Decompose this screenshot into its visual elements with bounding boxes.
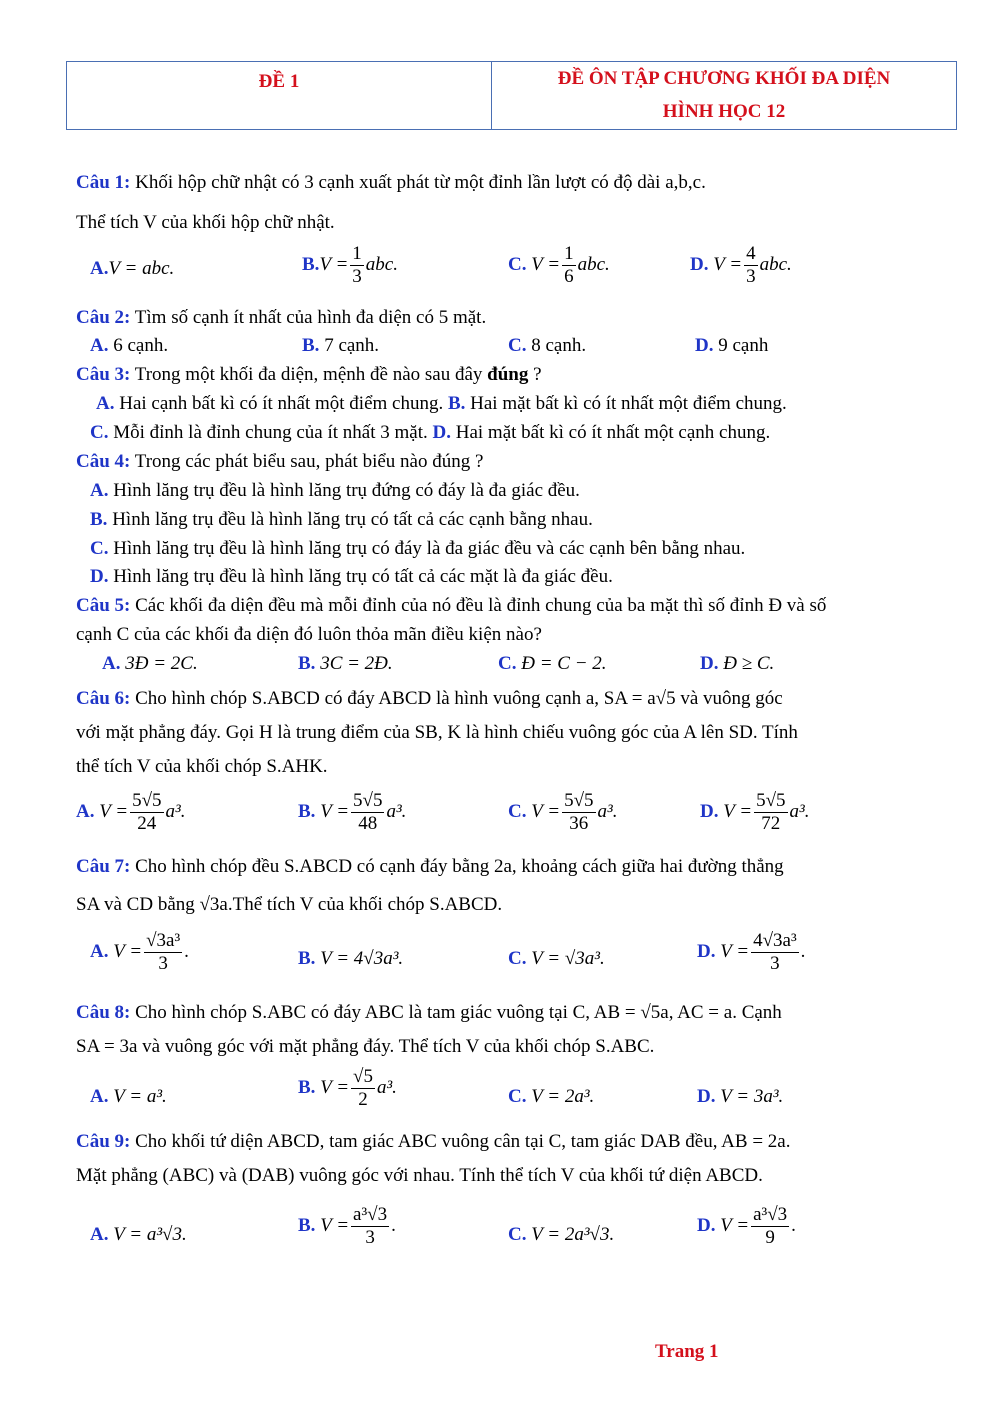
q9-option-b: B. V = $\frac{\text{a³√3}}{3}$ . <box>298 1204 396 1248</box>
question-label: Câu 1: <box>76 172 131 193</box>
question-5: Câu 5: Các khối đa diện đều mà mỗi đỉnh của nó đều là đỉnh chung của ba mặt thì số đỉnh Đ và số <box>76 595 827 616</box>
q6-option-c: C. V = $\frac{5√5}{36}$ a³. <box>508 790 618 834</box>
q5-option-d: D. Đ ≥ C. <box>700 653 775 674</box>
question-7: Câu 7: Cho hình chóp đều S.ABCD có cạnh đáy bằng 2a, khoảng cách giữa hai đường thẳng <box>76 856 784 877</box>
question-4: Câu 4: Trong các phát biểu sau, phát biểu nào đúng ? <box>76 451 484 472</box>
q7-option-b: B. V = 4√3a³. <box>298 948 404 969</box>
q6-option-b: B. V = $\frac{5√5}{48}$ a³. <box>298 790 407 834</box>
question-6: Câu 6: Cho hình chóp S.ABCD có đáy ABCD là hình vuông cạnh a, SA = a√5 và vuông góc <box>76 688 783 709</box>
q3-option-c: C. Mỗi đỉnh là đỉnh chung của ít nhất 3 mặt. D. Hai mặt bất kì có ít nhất một cạnh chung. <box>90 422 771 443</box>
question-8: Câu 8: Cho hình chóp S.ABC có đáy ABC là tam giác vuông tại C, AB = √5a, AC = a. Cạnh <box>76 1002 782 1023</box>
question-1-line2: Thể tích V của khối hộp chữ nhật. <box>76 212 335 233</box>
q2-option-a: A. 6 cạnh. <box>90 335 169 356</box>
page-number: Trang 1 <box>655 1341 719 1362</box>
q1-option-b: B.V = $\frac{1}{3}$ abc. <box>302 243 398 287</box>
q7-option-d: D. V = $\frac{\text{4√3a³}}{3}$ . <box>697 930 806 974</box>
q7-option-c: C. V = √3a³. <box>508 948 605 969</box>
q1-option-d: D. V = $\frac{4}{3}$ abc. <box>690 243 792 287</box>
question-9-line2: Mặt phẳng (ABC) và (DAB) vuông góc với nhau. Tính thể tích V của khối tứ diện ABCD. <box>76 1165 763 1186</box>
q2-option-b: B. 7 cạnh. <box>302 335 380 356</box>
q4-option-b: B. Hình lăng trụ đều là hình lăng trụ có tất cả các cạnh bằng nhau. <box>90 509 593 530</box>
question-5-line2: cạnh C của các khối đa diện đó luôn thỏa mãn điều kiện nào? <box>76 624 542 645</box>
question-6-line2: với mặt phẳng đáy. Gọi H là trung điểm của SB, K là hình chiếu vuông góc của A lên SD. Tính <box>76 722 798 743</box>
q5-option-b: B. 3C = 2Đ. <box>298 653 393 674</box>
q1-option-a: A.V = abc. <box>90 258 175 279</box>
q9-option-c: C. V = 2a³√3. <box>508 1224 615 1245</box>
q8-option-d: D. V = 3a³. <box>697 1086 784 1107</box>
q8-option-a: A. V = a³. <box>90 1086 167 1107</box>
q4-option-d: D. Hình lăng trụ đều là hình lăng trụ có tất cả các mặt là đa giác đều. <box>90 566 613 587</box>
q1-option-c: C. V = $\frac{1}{6}$ abc. <box>508 243 610 287</box>
question-6-line3: thể tích V của khối chóp S.AHK. <box>76 756 328 777</box>
q6-option-d: D. V = $\frac{5√5}{72}$ a³. <box>700 790 810 834</box>
q5-option-c: C. Đ = C − 2. <box>498 653 607 674</box>
question-8-line2: SA = 3a và vuông góc với mặt phẳng đáy. Thể tích V của khối chóp S.ABC. <box>76 1036 655 1057</box>
q2-option-c: C. 8 cạnh. <box>508 335 587 356</box>
q4-option-a: A. Hình lăng trụ đều là hình lăng trụ đứng có đáy là đa giác đều. <box>90 480 580 501</box>
q4-option-c: C. Hình lăng trụ đều là hình lăng trụ có đáy là đa giác đều và các cạnh bên bằng nhau. <box>90 538 746 559</box>
question-1 <box>76 172 706 194</box>
q2-option-d: D. 9 cạnh <box>695 335 769 356</box>
q5-option-a: A. 3Đ = 2C. <box>102 653 198 674</box>
question-7-line2: SA và CD bằng √3a.Thể tích V của khối chóp S.ABCD. <box>76 894 503 915</box>
question-text: Khối hộp chữ nhật có 3 cạnh xuất phát từ một đỉnh lần lượt có độ dài a,b,c. <box>135 172 706 193</box>
q6-option-a: A. V = $\frac{5√5}{24}$ a³. <box>76 790 186 834</box>
exam-title <box>492 62 956 129</box>
question-2: Câu 2: Tìm số cạnh ít nhất của hình đa diện có 5 mặt. <box>76 307 487 328</box>
q7-option-a: A. V = $\frac{\text{√3a³}}{3}$ . <box>90 930 189 974</box>
exam-title-line2: HÌNH HỌC 12 <box>662 101 786 122</box>
exam-number: ĐỀ 1 <box>67 62 492 129</box>
question-9: Câu 9: Cho khối tứ diện ABCD, tam giác ABC vuông cân tại C, tam giác DAB đều, AB = 2a. <box>76 1131 791 1152</box>
q3-option-a: A. Hai cạnh bất kì có ít nhất một điểm chung. B. Hai mặt bất kì có ít nhất một điểm chung. <box>96 393 787 414</box>
q9-option-d: D. V = $\frac{\text{a³√3}}{9}$ . <box>697 1204 796 1248</box>
exam-title-line1: ĐỀ ÔN TẬP CHƯƠNG KHỐI ĐA DIỆN <box>557 68 891 89</box>
q8-option-c: C. V = 2a³. <box>508 1086 595 1107</box>
question-3: Câu 3: Trong một khối đa diện, mệnh đề nào sau đây đúng ? <box>76 364 542 385</box>
q8-option-b: B. V = $\frac{√5}{2}$ a³. <box>298 1066 397 1110</box>
q9-option-a: A. V = a³√3. <box>90 1224 187 1245</box>
header-table <box>66 61 957 130</box>
